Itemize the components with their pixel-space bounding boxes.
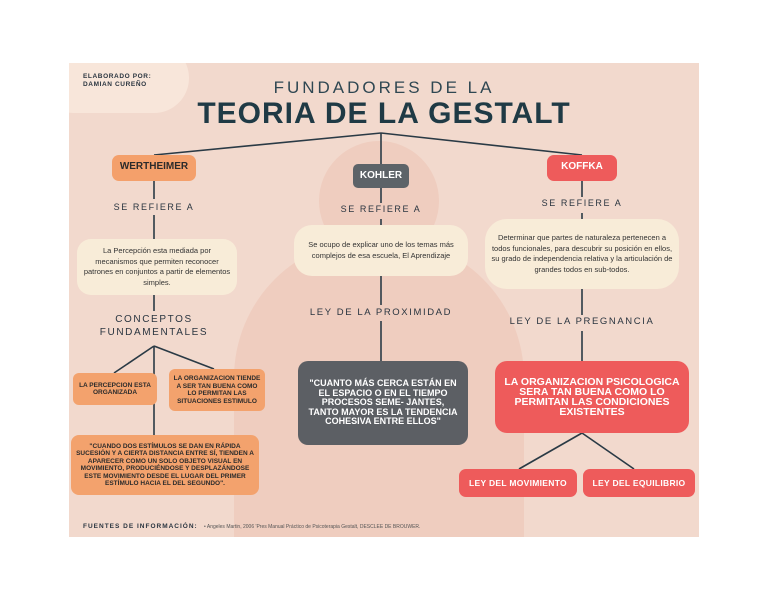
- koffka-law-label: LEY DE LA PREGNANCIA: [509, 316, 655, 327]
- wertheimer-description: La Percepción esta mediada por mecanismos que permiten reconocer patrones en conjuntos a partir de elementos simples.: [77, 239, 237, 295]
- kohler-refers-label: SE REFIERE A: [340, 204, 422, 214]
- ley-equilibrio-card: LEY DEL EQUILIBRIO: [583, 469, 695, 497]
- koffka-tag: KOFFKA: [547, 155, 617, 181]
- concepts-label: CONCEPTOS FUNDAMENTALES: [99, 314, 209, 338]
- wertheimer-quote-card: "CUANDO DOS ESTÍMULOS SE DAN EN RÁPIDA SUCESIÓN Y A CIERTA DISTANCIA ENTRE SÍ, TIENDEN A APARECER COMO UN SOLO OBJETO VISUAL EN MOVIMIENTO, PRODUCIÉNDOSE Y DESPLAZÁNDOSE ESTE MOVIMIENTO DESDE EL LUGAR DEL PRIMER ESTÍMULO HACIA EL DEL SEGUNDO".: [71, 435, 259, 495]
- koffka-description: Determinar que partes de naturaleza pertenecen a todos funcionales, para descubrir su posición en ellos, su grado de independencia relativa y la articulación de grandes todos en sub-todos.: [485, 219, 679, 289]
- koffka-statement-card: LA ORGANIZACION PSICOLOGICA SERA TAN BUENA COMO LO PERMITAN LAS CONDICIONES EXISTENTES: [495, 361, 689, 433]
- title-line-1: FUNDADORES DE LA: [273, 78, 495, 97]
- footer-sources-label: FUENTES DE INFORMACIÓN:: [83, 523, 198, 530]
- concept-card-1: LA PERCEPCION ESTA ORGANIZADA: [73, 373, 157, 405]
- kohler-tag: KOHLER: [353, 164, 409, 188]
- concept-map-poster: [69, 63, 699, 537]
- kohler-law-label: LEY DE LA PROXIMIDAD: [309, 307, 453, 318]
- kohler-description: Se ocupo de explicar uno de los temas más complejos de esa escuela, El Aprendizaje: [294, 225, 468, 276]
- title-line-2: TEORIA DE LA GESTALT: [197, 97, 571, 130]
- concept-card-2: LA ORGANIZACION TIENDE A SER TAN BUENA COMO LO PERMITAN LAS SITUACIONES ESTIMULO: [169, 369, 265, 411]
- kohler-quote-card: "CUANTO MÁS CERCA ESTÁN EN EL ESPACIO O EN EL TIEMPO PROCESOS SEME- JANTES, TANTO MAYOR ES LA TENDENCIA COHESIVA ENTRE ELLOS": [298, 361, 468, 445]
- footer-reference: • Angeles Martin, 2006 'Pres Manual Práctico de Psicoterapia Gestalt, DESCLEE DE BROUWER.: [204, 524, 421, 530]
- koffka-refers-label: SE REFIERE A: [541, 198, 623, 208]
- ley-movimiento-card: LEY DEL MOVIMIENTO: [459, 469, 577, 497]
- author-credit: ELABORADO POR: DAMIAN CUREÑO: [83, 73, 152, 88]
- wertheimer-tag: WERTHEIMER: [112, 155, 196, 181]
- wertheimer-refers-label: SE REFIERE A: [113, 202, 195, 212]
